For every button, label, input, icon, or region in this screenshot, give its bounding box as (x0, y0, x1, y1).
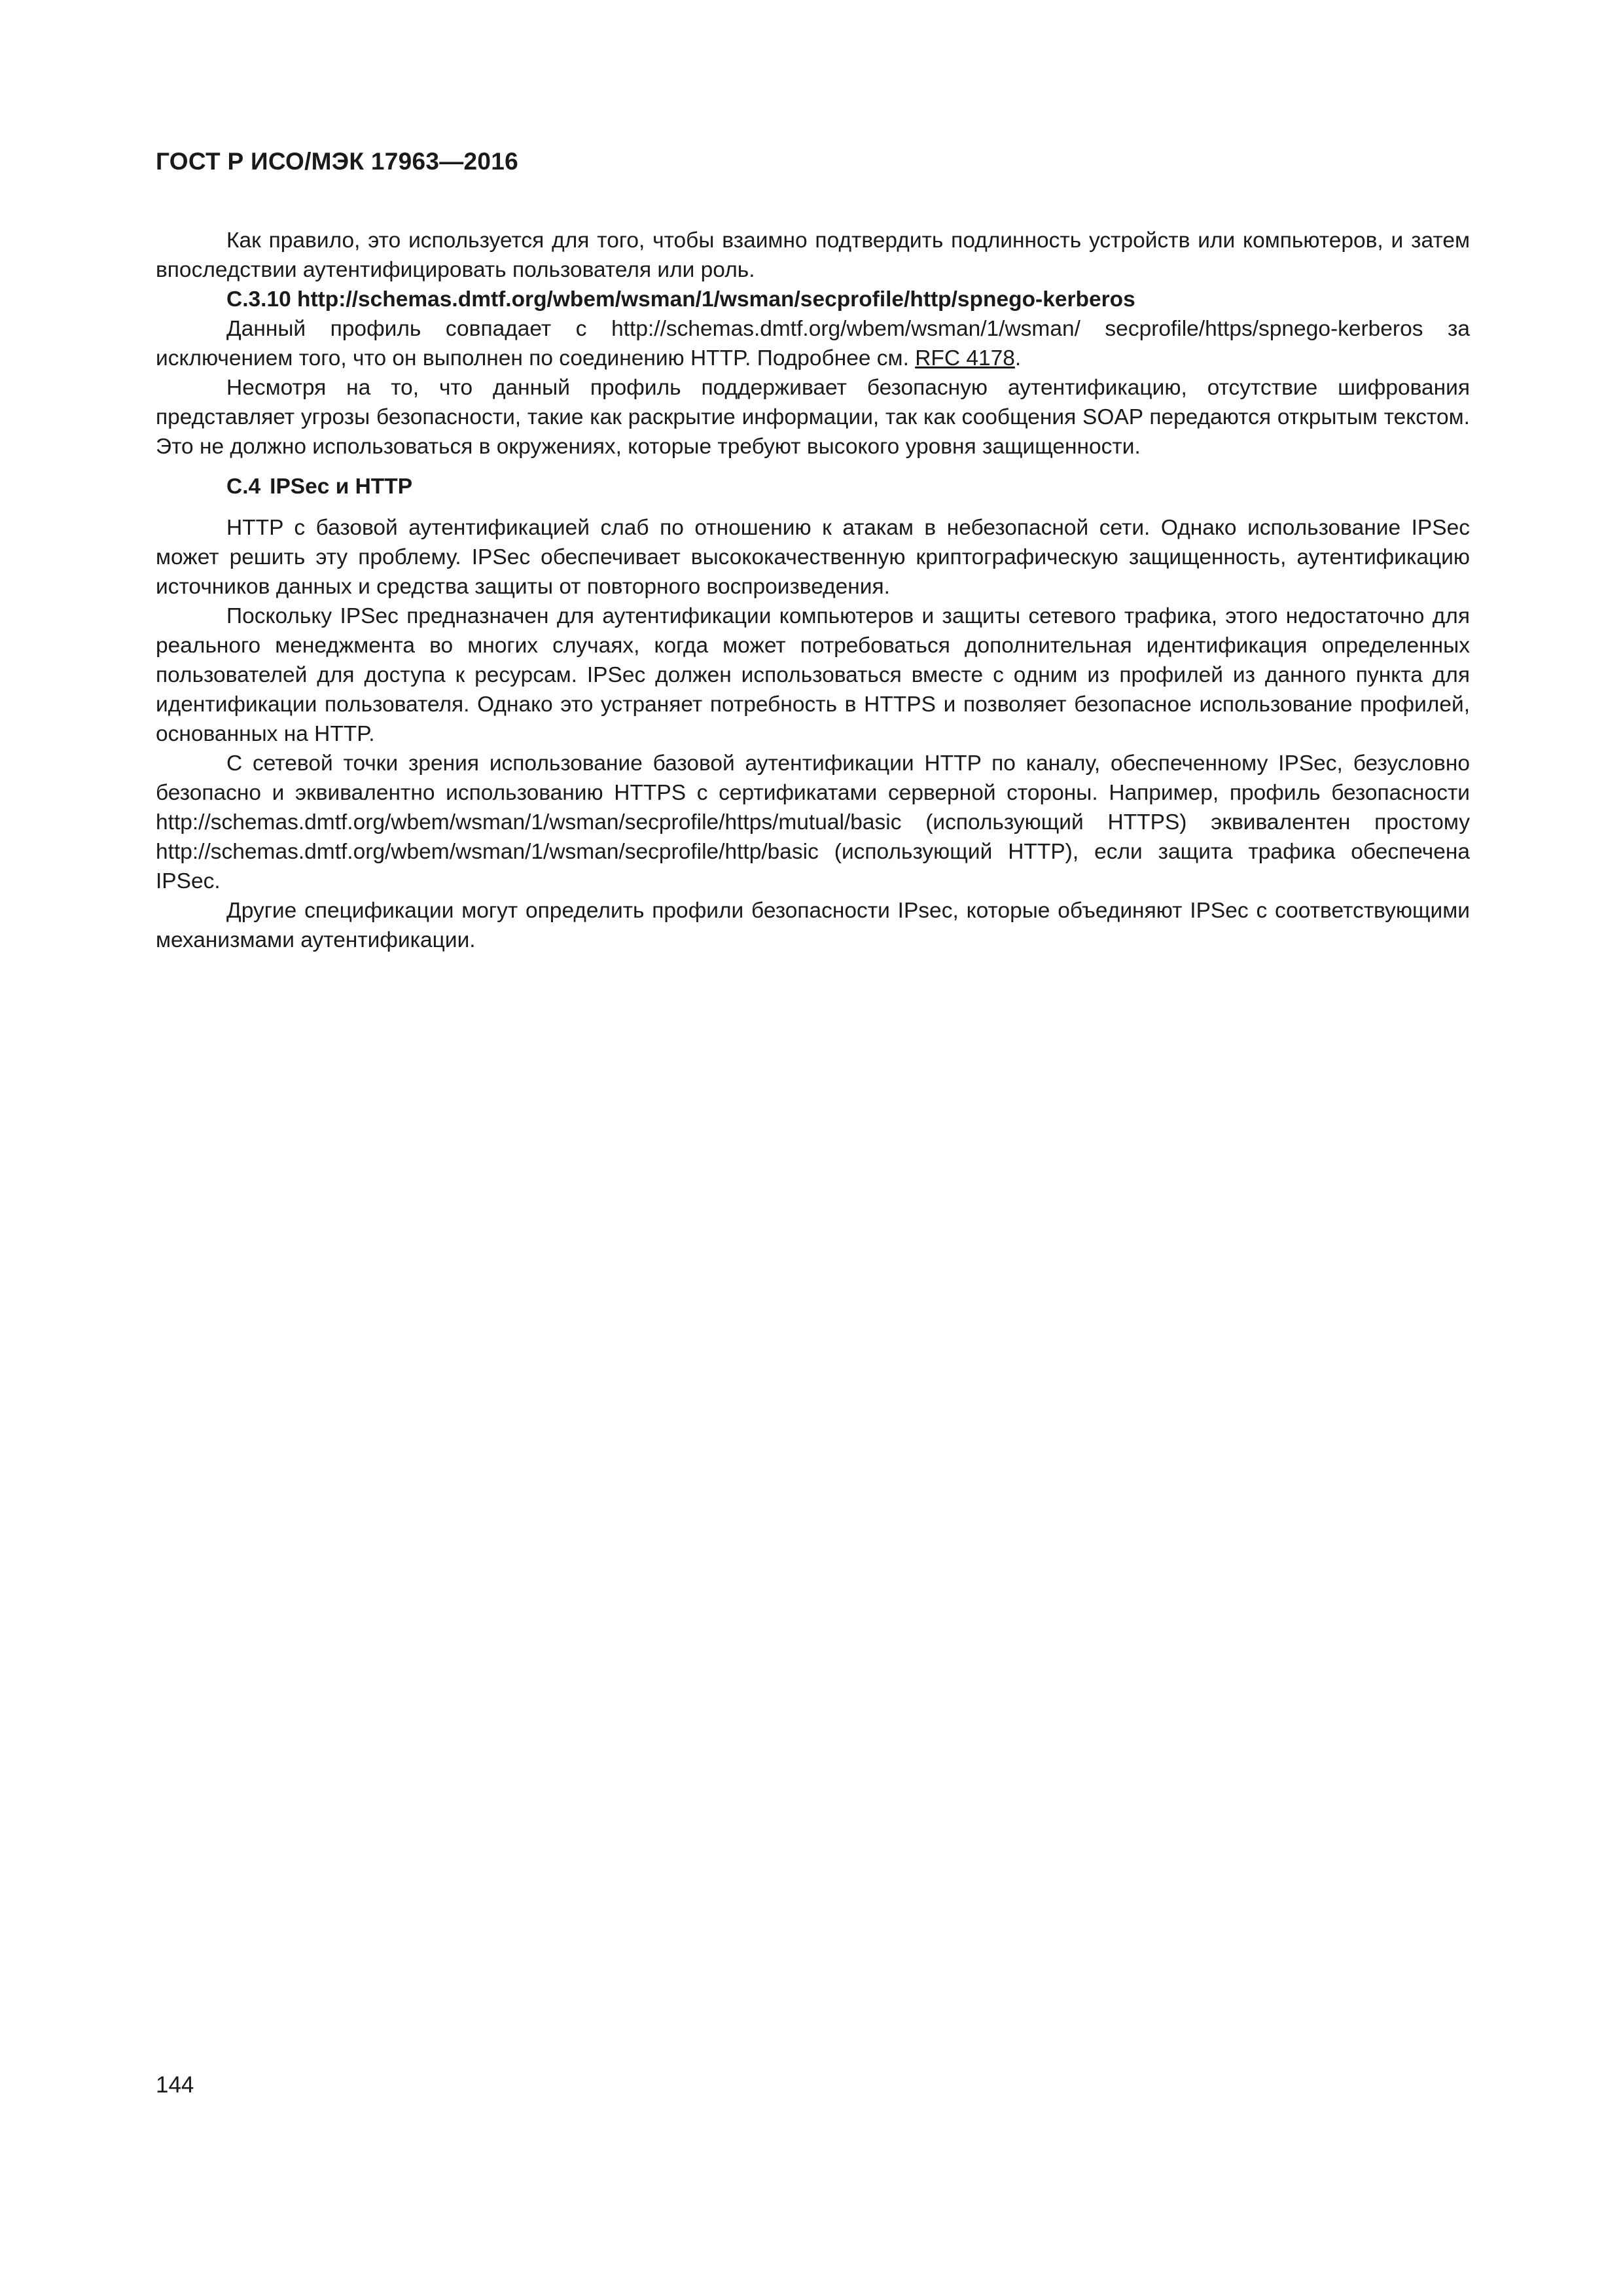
page-number: 144 (156, 2072, 194, 2098)
subsection-heading-c-3-10: С.3.10 http://schemas.dmtf.org/wbem/wsman/1/wsman/secprofile/http/spnego-kerberos (226, 287, 1135, 312)
document-header-title: ГОСТ Р ИСО/МЭК 17963—2016 (156, 148, 519, 175)
paragraph-profile-match-text: Данный профиль совпадает с http://schemas.dmtf.org/wbem/wsman/1/wsman/ secprofile/https/spnego-kerberos за исключением того, что он выполнен по соединению HTTP. Подробнее см. (156, 317, 1470, 370)
section-heading-c-4 (156, 472, 1470, 501)
document-body (156, 226, 1470, 955)
paragraph-http-basic-auth: HTTP с базовой аутентификацией слаб по отношению к атакам в небезопасной сети. Однако использование IPSec может решить эту проблему. IPSec обеспечивает высококачественную криптографическую защищенность, аутентификацию источников данных и средства защиты от повторного воспроизведения. (156, 516, 1470, 599)
section-title: IPSec и HTTP (270, 475, 413, 499)
paragraph-security-threats: Несмотря на то, что данный профиль поддерживает безопасную аутентификацию, отсутствие шифрования представляет угрозы безопасности, такие как раскрытие информации, так как сообщения SOAP передаются открытым текстом. Это не должно использоваться в окружениях, которые требуют высокого уровня защищенности. (156, 376, 1470, 459)
paragraph-profile-match-end: . (1014, 346, 1022, 370)
paragraph-intro: Как правило, это используется для того, чтобы взаимно подтвердить подлинность устройств или компьютеров, и затем впоследствии аутентифицировать пользователя или роль. (156, 228, 1470, 282)
paragraph-network-view: С сетевой точки зрения использование базовой аутентификации HTTP по каналу, обеспеченному IPSec, безусловно безопасно и эквивалентно использованию HTTPS с сертификатами серверной стороны. Например, профиль безопасности http://schemas.dmtf.org/wbem/wsman/1/wsman/secprofile/https/mutual/basic (использующий HTTPS) эквивалентен простому http://schemas.dmtf.org/wbem/wsman/1/wsman/secprofile/http/basic (использующий HTTP), если защита трафика обеспечена IPSec. (156, 751, 1470, 893)
section-number: С.4 (226, 475, 261, 499)
paragraph-profile-match (156, 314, 1470, 373)
paragraph-ipsec-purpose: Поскольку IPSec предназначен для аутентификации компьютеров и защиты сетевого трафика, этого недостаточно для реального менеджмента во многих случаях, когда может потребоваться дополнительная идентификация определенных пользователей для доступа к ресурсам. IPSec должен использоваться вместе с одним из профилей из данного пункта для идентификации пользователя. Однако это устраняет потребность в HTTPS и позволяет безопасное использование профилей, основанных на HTTP. (156, 604, 1470, 746)
rfc-4178-link[interactable]: RFC 4178 (915, 346, 1015, 370)
paragraph-other-specs: Другие спецификации могут определить профили безопасности IPsec, которые объединяют IPSec с соответствующими механизмами аутентификации. (156, 899, 1470, 952)
